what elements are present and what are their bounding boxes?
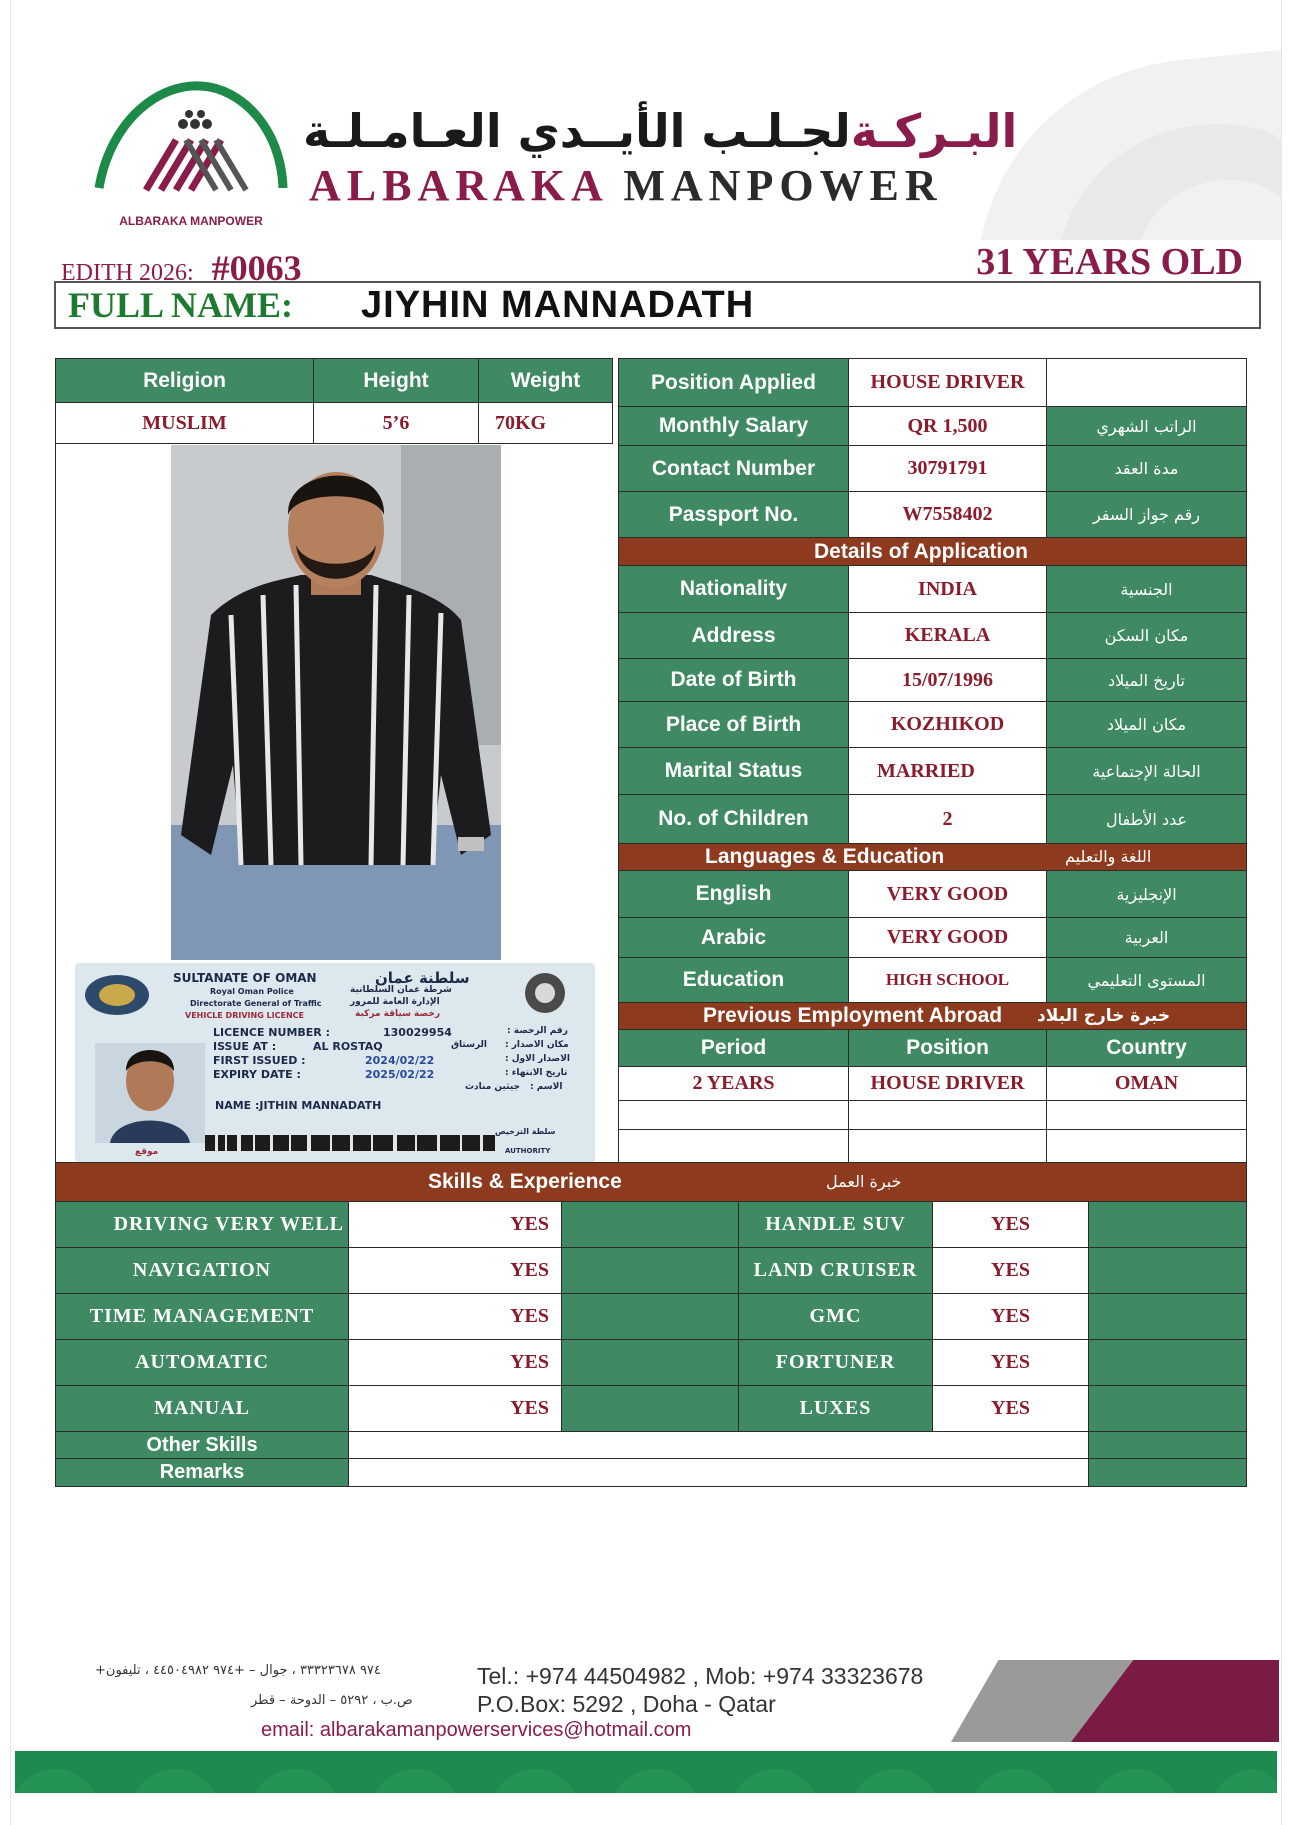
skill-label: DRIVING VERY WELL <box>55 1201 349 1248</box>
skill-value: YES <box>348 1293 562 1340</box>
skill-label: LAND CRUISER <box>738 1247 933 1294</box>
employment-position: HOUSE DRIVER <box>848 1066 1047 1101</box>
skill-value: YES <box>932 1247 1089 1294</box>
license-number-label-ar: : رقم الرخصة <box>507 1026 568 1036</box>
skill-empty-cell <box>561 1201 739 1248</box>
other-skills-empty <box>1088 1431 1247 1459</box>
license-sub2-ar: الإدارة العامة للمرور <box>350 997 440 1007</box>
religion-value: MUSLIM <box>55 402 314 444</box>
footer-green-band <box>15 1751 1277 1793</box>
skill-empty-cell <box>561 1293 739 1340</box>
license-first-label: FIRST ISSUED : <box>213 1054 306 1067</box>
marital-status-label: Marital Status <box>618 747 849 795</box>
skill-label: TIME MANAGEMENT <box>55 1293 349 1340</box>
other-skills-value <box>348 1431 1089 1459</box>
height-header: Height <box>313 358 479 403</box>
employment-empty-cell <box>848 1100 1047 1130</box>
license-name-label-ar: : الاسم <box>530 1082 563 1092</box>
cv-page <box>10 0 1282 1825</box>
skill-value: YES <box>348 1247 562 1294</box>
footer-phone: Tel.: +974 44504982 , Mob: +974 33323678 <box>477 1663 924 1689</box>
skill-label: HANDLE SUV <box>738 1201 933 1248</box>
remarks-empty <box>1088 1458 1247 1487</box>
footer-phone-arabic: +٩٧٤ ٣٣٣٢٣٦٧٨ ، جوال – +٩٧٤ ٤٤٥٠٤٩٨٢ ، تليفون <box>95 1663 381 1678</box>
full-name-label: FULL NAME: <box>68 285 293 325</box>
remarks-label: Remarks <box>55 1458 349 1487</box>
edition-label: EDITH 2026: <box>61 260 194 286</box>
skill-value: YES <box>932 1293 1089 1340</box>
skills-title: Skills & Experience <box>428 1170 622 1193</box>
pob-label: Place of Birth <box>618 701 849 748</box>
address-ar: مكان السكن <box>1046 612 1247 659</box>
address-label: Address <box>618 612 849 659</box>
employment-period: 2 YEARS <box>618 1066 849 1101</box>
skill-label: FORTUNER <box>738 1339 933 1386</box>
skill-label: MANUAL <box>55 1385 349 1432</box>
weight-header: Weight <box>478 358 613 403</box>
nationality-label: Nationality <box>618 565 849 613</box>
dob-label: Date of Birth <box>618 658 849 702</box>
footer-pobox: P.O.Box: 5292 , Doha - Qatar <box>477 1691 776 1717</box>
dob-ar: تاريخ الميلاد <box>1046 658 1247 702</box>
license-sub2: Directorate General of Traffic <box>190 999 322 1008</box>
country-header: Country <box>1046 1029 1247 1067</box>
license-title-ar: سلطنة عمان <box>375 969 470 987</box>
education-ar: المستوى التعليمي <box>1046 957 1247 1003</box>
skill-value: YES <box>932 1201 1089 1248</box>
skill-value: YES <box>932 1385 1089 1432</box>
license-authority: AUTHORITY <box>505 1147 551 1155</box>
skills-band <box>55 1162 1247 1202</box>
license-expiry-label: EXPIRY DATE : <box>213 1068 301 1081</box>
company-name-arabic-red: البـركـة <box>850 104 1018 158</box>
employment-empty-cell <box>618 1100 849 1130</box>
skills-title-ar: خبرة العمل <box>826 1172 902 1191</box>
company-name-dark: MANPOWER <box>623 161 943 210</box>
pob-ar: مكان الميلاد <box>1046 701 1247 748</box>
skill-empty-cell <box>1088 1339 1247 1386</box>
employment-band <box>618 1002 1247 1030</box>
company-name-red: ALBARAKA <box>309 161 607 210</box>
license-first-label-ar: : الاصدار الاول <box>505 1054 571 1064</box>
license-sub1-ar: شرطة عمان السلطانية <box>350 985 452 995</box>
footer-email[interactable]: email: albarakamanpowerservices@hotmail.com <box>261 1719 692 1741</box>
company-name-arabic <box>303 104 1018 158</box>
skill-label: AUTOMATIC <box>55 1339 349 1386</box>
skill-value: YES <box>348 1385 562 1432</box>
skill-value: YES <box>348 1339 562 1386</box>
license-title: SULTANATE OF OMAN <box>173 971 317 985</box>
employment-empty-cell <box>1046 1100 1247 1130</box>
license-expiry-label-ar: : تاريخ الانتهاء <box>505 1068 568 1078</box>
arabic-label: Arabic <box>618 917 849 958</box>
company-name-arabic-dark: لجـلـب الأيــدي العـامـلـة <box>303 104 851 158</box>
weight-value: 70KG <box>478 402 613 444</box>
position-header: Position <box>848 1029 1047 1067</box>
license-name: NAME :JITHIN MANNADATH <box>215 1099 382 1112</box>
passport-label: Passport No. <box>618 491 849 538</box>
passport-value: W7558402 <box>848 491 1047 538</box>
driving-license-image <box>75 963 595 1163</box>
arabic-value: VERY GOOD <box>848 917 1047 958</box>
skill-empty-cell <box>561 1339 739 1386</box>
license-sub3: VEHICLE DRIVING LICENCE <box>185 1011 304 1020</box>
employment-empty-cell <box>848 1129 1047 1163</box>
english-value: VERY GOOD <box>848 870 1047 918</box>
company-name-english <box>309 160 969 211</box>
license-signature-ar: موقع <box>135 1147 159 1157</box>
languages-title-ar: اللغة والتعليم <box>1065 847 1152 866</box>
address-value: KERALA <box>848 612 1047 659</box>
license-name-ar: جيثين منادث <box>465 1082 521 1092</box>
employment-title-ar: خبرة خارج البلاد <box>1037 1006 1171 1026</box>
remarks-value <box>348 1458 1089 1487</box>
license-issue-label: ISSUE AT : <box>213 1040 277 1053</box>
skill-label: NAVIGATION <box>55 1247 349 1294</box>
english-ar: الإنجليزية <box>1046 870 1247 918</box>
skill-empty-cell <box>561 1385 739 1432</box>
skill-value: YES <box>348 1201 562 1248</box>
skill-label: GMC <box>738 1293 933 1340</box>
skill-empty-cell <box>1088 1247 1247 1294</box>
monthly-salary-label: Monthly Salary <box>618 406 849 446</box>
marital-status-ar: الحالة الإجتماعية <box>1046 747 1247 795</box>
license-authority-ar: سلطة الترخيص <box>495 1127 556 1136</box>
reference-number: #0063 <box>211 248 302 288</box>
skill-empty-cell <box>1088 1293 1247 1340</box>
contact-number-label: Contact Number <box>618 445 849 492</box>
languages-title: Languages & Education <box>705 845 945 868</box>
passport-ar: رقم جواز السفر <box>1046 491 1247 538</box>
employment-country: OMAN <box>1046 1066 1247 1101</box>
employment-empty-cell <box>618 1129 849 1163</box>
contact-number-ar: مدة العقد <box>1046 445 1247 492</box>
education-value: HIGH SCHOOL <box>848 957 1047 1003</box>
skill-empty-cell <box>1088 1201 1247 1248</box>
monthly-salary-ar: الراتب الشهري <box>1046 406 1247 446</box>
pob-value: KOZHIKOD <box>848 701 1047 748</box>
license-issue: AL ROSTAQ <box>313 1040 383 1053</box>
candidate-photo <box>171 445 501 960</box>
company-logo <box>91 78 291 228</box>
arabic-ar: العربية <box>1046 917 1247 958</box>
footer-pobox-arabic: ص.ب ، ٥٢٩٢ – الدوحة – قطر <box>251 1693 413 1708</box>
license-number: 130029954 <box>383 1026 452 1039</box>
photo-frame-left <box>55 443 56 1163</box>
application-title: Details of Application <box>814 540 1028 563</box>
period-header: Period <box>618 1029 849 1067</box>
position-applied-ar <box>1046 358 1247 407</box>
license-expiry: 2025/02/22 <box>365 1068 435 1081</box>
full-name-value: JIYHIN MANNADATH <box>361 284 755 326</box>
license-issue-value-ar: الرستاق <box>451 1040 488 1050</box>
age-label: 31 YEARS OLD <box>976 241 1243 283</box>
english-label: English <box>618 870 849 918</box>
children-label: No. of Children <box>618 794 849 844</box>
other-skills-label: Other Skills <box>55 1431 349 1459</box>
application-band <box>618 537 1247 566</box>
marital-status-value: MARRIED <box>848 747 1047 795</box>
monthly-salary-value: QR 1,500 <box>848 406 1047 446</box>
license-sub1: Royal Oman Police <box>210 987 294 996</box>
nationality-ar: الجنسية <box>1046 565 1247 613</box>
skill-value: YES <box>932 1339 1089 1386</box>
employment-title: Previous Employment Abroad <box>703 1004 1003 1027</box>
height-value: 5’6 <box>313 402 479 444</box>
dob-value: 15/07/1996 <box>848 658 1047 702</box>
license-number-label: LICENCE NUMBER : <box>213 1026 330 1039</box>
license-sub3-ar: رخصة سياقة مركبة <box>355 1009 441 1019</box>
logo-caption: ALBARAKA MANPOWER <box>119 214 263 228</box>
license-first: 2024/02/22 <box>365 1054 435 1067</box>
position-applied-label: Position Applied <box>618 358 849 407</box>
position-applied-value: HOUSE DRIVER <box>848 358 1047 407</box>
full-name-box <box>54 281 1261 329</box>
contact-number-value: 30791791 <box>848 445 1047 492</box>
employment-empty-cell <box>1046 1129 1247 1163</box>
skill-label: LUXES <box>738 1385 933 1432</box>
religion-header: Religion <box>55 358 314 403</box>
nationality-value: INDIA <box>848 565 1047 613</box>
skill-empty-cell <box>561 1247 739 1294</box>
languages-band <box>618 843 1247 871</box>
education-label: Education <box>618 957 849 1003</box>
children-ar: عدد الأطفال <box>1046 794 1247 844</box>
license-issue-label-ar: : مكان الاصدار <box>505 1040 569 1050</box>
children-value: 2 <box>848 794 1047 844</box>
skill-empty-cell <box>1088 1385 1247 1432</box>
